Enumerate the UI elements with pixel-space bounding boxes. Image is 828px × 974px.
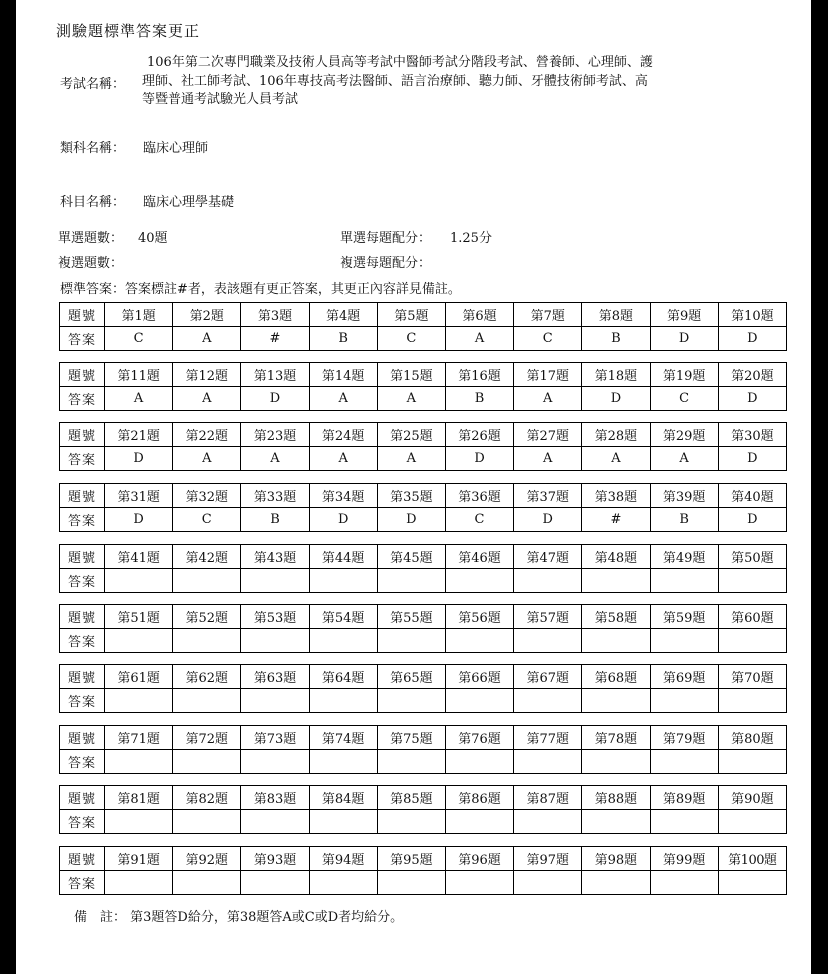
question-number-cell: 第47題: [514, 545, 582, 569]
answer-cell: C: [105, 327, 173, 351]
question-number-cell: 第26題: [445, 423, 513, 447]
answer-cell: A: [445, 327, 513, 351]
question-number-cell: 第3題: [241, 303, 309, 327]
question-number-cell: 第34題: [309, 484, 377, 508]
answer-cell: [718, 689, 786, 713]
answer-cell: [377, 871, 445, 895]
answer-cell: A: [173, 327, 241, 351]
answer-table: [59, 725, 787, 774]
answer-cell: [650, 750, 718, 774]
answer-row: [60, 508, 787, 532]
answer-cell: [514, 629, 582, 653]
question-number-cell: 第36題: [445, 484, 513, 508]
question-number-cell: 第69題: [650, 665, 718, 689]
answer-cell: [105, 810, 173, 834]
answer-cell: [309, 871, 377, 895]
question-row-label: 題號: [60, 363, 105, 387]
question-number-cell: 第6題: [445, 303, 513, 327]
answer-row: [60, 387, 787, 411]
answer-cell: #: [241, 327, 309, 351]
answer-cell: [309, 810, 377, 834]
answer-table: [59, 544, 787, 593]
answer-cell: [377, 750, 445, 774]
answer-cell: [650, 810, 718, 834]
answer-cell: [241, 689, 309, 713]
answer-cell: [514, 569, 582, 593]
answer-cell: [377, 689, 445, 713]
question-number-cell: 第44題: [309, 545, 377, 569]
exam-name-label: 考試名稱：: [60, 77, 126, 92]
single-count-label: 單選題數：: [58, 231, 124, 246]
question-number-row: [60, 423, 787, 447]
answer-cell: [445, 750, 513, 774]
question-number-cell: 第17題: [514, 363, 582, 387]
question-number-row: [60, 545, 787, 569]
answer-row-label: 答案: [60, 871, 105, 895]
question-number-cell: 第37題: [514, 484, 582, 508]
answer-cell: [650, 629, 718, 653]
question-row-label: 題號: [60, 545, 105, 569]
question-number-cell: 第61題: [105, 665, 173, 689]
answer-cell: [105, 629, 173, 653]
answer-cell: A: [105, 387, 173, 411]
question-number-cell: 第91題: [105, 847, 173, 871]
exam-name-line: 理師、社工師考試、106年專技高考法醫師、語言治療師、聽力師、牙體技術師考試、高: [142, 73, 648, 89]
answer-cell: A: [650, 447, 718, 471]
question-number-row: [60, 605, 787, 629]
question-number-cell: 第68題: [582, 665, 650, 689]
question-number-cell: 第84題: [309, 786, 377, 810]
answer-cell: D: [718, 508, 786, 532]
answer-cell: [105, 750, 173, 774]
question-number-cell: 第74題: [309, 726, 377, 750]
question-number-cell: 第89題: [650, 786, 718, 810]
answer-cell: D: [241, 387, 309, 411]
answer-row: [60, 629, 787, 653]
question-number-cell: 第67題: [514, 665, 582, 689]
question-row-label: 題號: [60, 726, 105, 750]
question-number-cell: 第90題: [718, 786, 786, 810]
question-number-cell: 第71題: [105, 726, 173, 750]
question-number-cell: 第43題: [241, 545, 309, 569]
category-label: 類科名稱：: [60, 141, 126, 156]
question-number-cell: 第13題: [241, 363, 309, 387]
remark: [74, 906, 403, 925]
answer-table: [59, 785, 787, 834]
exam-name-value: [142, 54, 772, 110]
answer-cell: [582, 629, 650, 653]
answer-cell: B: [650, 508, 718, 532]
answer-table: [59, 664, 787, 713]
answer-cell: B: [445, 387, 513, 411]
answer-row: [60, 327, 787, 351]
answer-cell: [445, 689, 513, 713]
answer-cell: [173, 689, 241, 713]
question-number-cell: 第31題: [105, 484, 173, 508]
question-number-cell: 第73題: [241, 726, 309, 750]
question-number-cell: 第51題: [105, 605, 173, 629]
multi-score-label: 複選每題配分：: [340, 256, 432, 271]
answer-row-label: 答案: [60, 810, 105, 834]
question-number-cell: 第8題: [582, 303, 650, 327]
answer-cell: [582, 810, 650, 834]
answer-cell: A: [514, 447, 582, 471]
question-number-cell: 第63題: [241, 665, 309, 689]
question-row-label: 題號: [60, 484, 105, 508]
question-number-cell: 第49題: [650, 545, 718, 569]
question-number-row: [60, 363, 787, 387]
answer-cell: [514, 871, 582, 895]
answer-cell: A: [377, 387, 445, 411]
question-number-cell: 第32題: [173, 484, 241, 508]
answer-row: [60, 569, 787, 593]
answer-cell: B: [241, 508, 309, 532]
question-row-label: 題號: [60, 423, 105, 447]
answer-row-label: 答案: [60, 508, 105, 532]
answer-cell: A: [309, 387, 377, 411]
answer-cell: D: [718, 447, 786, 471]
question-number-cell: 第93題: [241, 847, 309, 871]
question-row-label: 題號: [60, 786, 105, 810]
answer-table: [59, 604, 787, 653]
answer-cell: D: [514, 508, 582, 532]
question-number-cell: 第42題: [173, 545, 241, 569]
answer-cell: A: [514, 387, 582, 411]
question-number-cell: 第35題: [377, 484, 445, 508]
answer-cell: [582, 569, 650, 593]
answer-cell: A: [582, 447, 650, 471]
question-number-row: [60, 303, 787, 327]
answer-cell: [105, 871, 173, 895]
page-title: 測驗題標準答案更正: [56, 22, 201, 40]
question-number-cell: 第58題: [582, 605, 650, 629]
question-number-cell: 第5題: [377, 303, 445, 327]
answer-cell: C: [377, 327, 445, 351]
question-number-cell: 第11題: [105, 363, 173, 387]
answer-cell: [377, 569, 445, 593]
question-number-cell: 第15題: [377, 363, 445, 387]
answer-table: [59, 302, 787, 351]
question-number-cell: 第20題: [718, 363, 786, 387]
question-number-row: [60, 726, 787, 750]
question-number-row: [60, 665, 787, 689]
exam-name-line: 106年第二次專門職業及技術人員高等考試中醫師考試分階段考試、營養師、心理師、護: [147, 55, 653, 70]
answer-cell: [582, 750, 650, 774]
subject-label: 科目名稱：: [60, 195, 126, 210]
question-number-cell: 第4題: [309, 303, 377, 327]
question-number-cell: 第30題: [718, 423, 786, 447]
answer-cell: [514, 810, 582, 834]
subject-value: 臨床心理學基礎: [143, 195, 235, 210]
answer-cell: [309, 569, 377, 593]
answer-cell: C: [650, 387, 718, 411]
answer-cell: [105, 689, 173, 713]
question-number-cell: 第55題: [377, 605, 445, 629]
answer-cell: [718, 750, 786, 774]
answer-row-label: 答案: [60, 569, 105, 593]
answer-cell: [309, 629, 377, 653]
question-number-cell: 第29題: [650, 423, 718, 447]
question-number-cell: 第33題: [241, 484, 309, 508]
answer-cell: D: [582, 387, 650, 411]
question-number-cell: 第18題: [582, 363, 650, 387]
answer-cell: [377, 810, 445, 834]
question-number-cell: 第9題: [650, 303, 718, 327]
multi-count-label: 複選題數：: [58, 256, 124, 271]
question-number-cell: 第81題: [105, 786, 173, 810]
question-number-cell: 第40題: [718, 484, 786, 508]
question-number-cell: 第78題: [582, 726, 650, 750]
question-number-cell: 第16題: [445, 363, 513, 387]
question-number-cell: 第25題: [377, 423, 445, 447]
question-number-cell: 第70題: [718, 665, 786, 689]
answer-row: [60, 810, 787, 834]
answer-cell: [241, 629, 309, 653]
answer-cell: [377, 629, 445, 653]
single-score-value: 1.25分: [450, 231, 492, 246]
question-number-cell: 第75題: [377, 726, 445, 750]
question-row-label: 題號: [60, 847, 105, 871]
answer-row-label: 答案: [60, 327, 105, 351]
answer-table: [59, 362, 787, 411]
answer-cell: [514, 750, 582, 774]
answer-cell: [445, 629, 513, 653]
answer-cell: [718, 569, 786, 593]
answer-cell: D: [445, 447, 513, 471]
question-number-cell: 第65題: [377, 665, 445, 689]
question-number-cell: 第41題: [105, 545, 173, 569]
question-number-cell: 第19題: [650, 363, 718, 387]
question-number-cell: 第60題: [718, 605, 786, 629]
question-number-cell: 第39題: [650, 484, 718, 508]
answer-cell: [173, 871, 241, 895]
question-number-cell: 第46題: [445, 545, 513, 569]
question-number-cell: 第24題: [309, 423, 377, 447]
question-number-cell: 第28題: [582, 423, 650, 447]
question-number-cell: 第76題: [445, 726, 513, 750]
answer-row-label: 答案: [60, 750, 105, 774]
exam-name-line: 等暨普通考試驗光人員考試: [142, 92, 299, 107]
answer-cell: [718, 810, 786, 834]
question-number-cell: 第12題: [173, 363, 241, 387]
answer-cell: D: [105, 508, 173, 532]
answer-table: [59, 422, 787, 471]
answer-table: [59, 483, 787, 532]
answer-cell: [173, 569, 241, 593]
question-number-row: [60, 786, 787, 810]
question-number-cell: 第22題: [173, 423, 241, 447]
question-number-cell: 第77題: [514, 726, 582, 750]
answer-cell: [445, 871, 513, 895]
answer-cell: [241, 750, 309, 774]
question-number-cell: 第99題: [650, 847, 718, 871]
question-number-cell: 第85題: [377, 786, 445, 810]
question-number-cell: 第72題: [173, 726, 241, 750]
question-number-cell: 第92題: [173, 847, 241, 871]
answer-cell: [173, 750, 241, 774]
remark-label: 備 註：: [74, 910, 127, 925]
question-number-cell: 第56題: [445, 605, 513, 629]
single-count-value: 40題: [138, 231, 168, 246]
question-number-cell: 第7題: [514, 303, 582, 327]
answer-cell: D: [718, 387, 786, 411]
answer-cell: D: [718, 327, 786, 351]
question-number-cell: 第27題: [514, 423, 582, 447]
answer-cell: A: [241, 447, 309, 471]
answer-row: [60, 447, 787, 471]
answer-cell: C: [445, 508, 513, 532]
answer-cell: [241, 810, 309, 834]
answer-row: [60, 750, 787, 774]
answer-cell: [445, 569, 513, 593]
question-number-cell: 第57題: [514, 605, 582, 629]
answer-cell: [650, 689, 718, 713]
question-number-cell: 第97題: [514, 847, 582, 871]
answer-cell: [309, 750, 377, 774]
answer-cell: D: [650, 327, 718, 351]
question-number-cell: 第59題: [650, 605, 718, 629]
answer-cell: [718, 871, 786, 895]
answer-row: [60, 689, 787, 713]
question-number-cell: 第53題: [241, 605, 309, 629]
answer-cell: [241, 569, 309, 593]
answer-cell: B: [309, 327, 377, 351]
document-page: [16, 0, 811, 974]
answer-cell: [514, 689, 582, 713]
question-number-row: [60, 847, 787, 871]
question-number-cell: 第54題: [309, 605, 377, 629]
question-row-label: 題號: [60, 303, 105, 327]
question-number-cell: 第38題: [582, 484, 650, 508]
question-number-cell: 第83題: [241, 786, 309, 810]
answer-cell: [241, 871, 309, 895]
answer-cell: C: [514, 327, 582, 351]
answer-cell: A: [309, 447, 377, 471]
answer-cell: B: [582, 327, 650, 351]
question-number-cell: 第96題: [445, 847, 513, 871]
answer-cell: D: [309, 508, 377, 532]
answer-cell: [718, 629, 786, 653]
answer-row-label: 答案: [60, 387, 105, 411]
question-number-cell: 第100題: [718, 847, 786, 871]
answer-cell: [309, 689, 377, 713]
answer-cell: A: [377, 447, 445, 471]
standard-answer-note: 標準答案：答案標註#者，表該題有更正答案，其更正內容詳見備註。: [60, 282, 461, 297]
answer-cell: [173, 810, 241, 834]
answer-row-label: 答案: [60, 629, 105, 653]
question-number-cell: 第48題: [582, 545, 650, 569]
single-score-label: 單選每題配分：: [340, 231, 432, 246]
question-number-cell: 第21題: [105, 423, 173, 447]
question-number-cell: 第80題: [718, 726, 786, 750]
question-number-cell: 第45題: [377, 545, 445, 569]
answer-cell: [173, 629, 241, 653]
answer-cell: #: [582, 508, 650, 532]
answer-cell: [650, 569, 718, 593]
answer-cell: [445, 810, 513, 834]
answer-row-label: 答案: [60, 447, 105, 471]
remark-text: 第3題答D給分，第38題答A或C或D者均給分。: [130, 910, 404, 925]
answer-cell: D: [377, 508, 445, 532]
question-row-label: 題號: [60, 605, 105, 629]
question-number-cell: 第66題: [445, 665, 513, 689]
question-number-cell: 第98題: [582, 847, 650, 871]
answer-cell: D: [105, 447, 173, 471]
category-value: 臨床心理師: [143, 141, 209, 156]
question-number-cell: 第88題: [582, 786, 650, 810]
answer-row-label: 答案: [60, 689, 105, 713]
question-row-label: 題號: [60, 665, 105, 689]
question-number-cell: 第50題: [718, 545, 786, 569]
question-number-cell: 第87題: [514, 786, 582, 810]
answer-cell: [582, 871, 650, 895]
question-number-cell: 第62題: [173, 665, 241, 689]
answer-cell: A: [173, 387, 241, 411]
answer-row: [60, 871, 787, 895]
answer-cell: A: [173, 447, 241, 471]
question-number-cell: 第86題: [445, 786, 513, 810]
question-number-cell: 第14題: [309, 363, 377, 387]
answer-cell: [650, 871, 718, 895]
answer-table: [59, 846, 787, 895]
question-number-cell: 第82題: [173, 786, 241, 810]
question-number-row: [60, 484, 787, 508]
question-number-cell: 第79題: [650, 726, 718, 750]
question-number-cell: 第2題: [173, 303, 241, 327]
answer-cell: C: [173, 508, 241, 532]
question-number-cell: 第1題: [105, 303, 173, 327]
question-number-cell: 第23題: [241, 423, 309, 447]
question-number-cell: 第10題: [718, 303, 786, 327]
question-number-cell: 第94題: [309, 847, 377, 871]
answer-cell: [582, 689, 650, 713]
question-number-cell: 第95題: [377, 847, 445, 871]
question-number-cell: 第52題: [173, 605, 241, 629]
answer-cell: [105, 569, 173, 593]
question-number-cell: 第64題: [309, 665, 377, 689]
